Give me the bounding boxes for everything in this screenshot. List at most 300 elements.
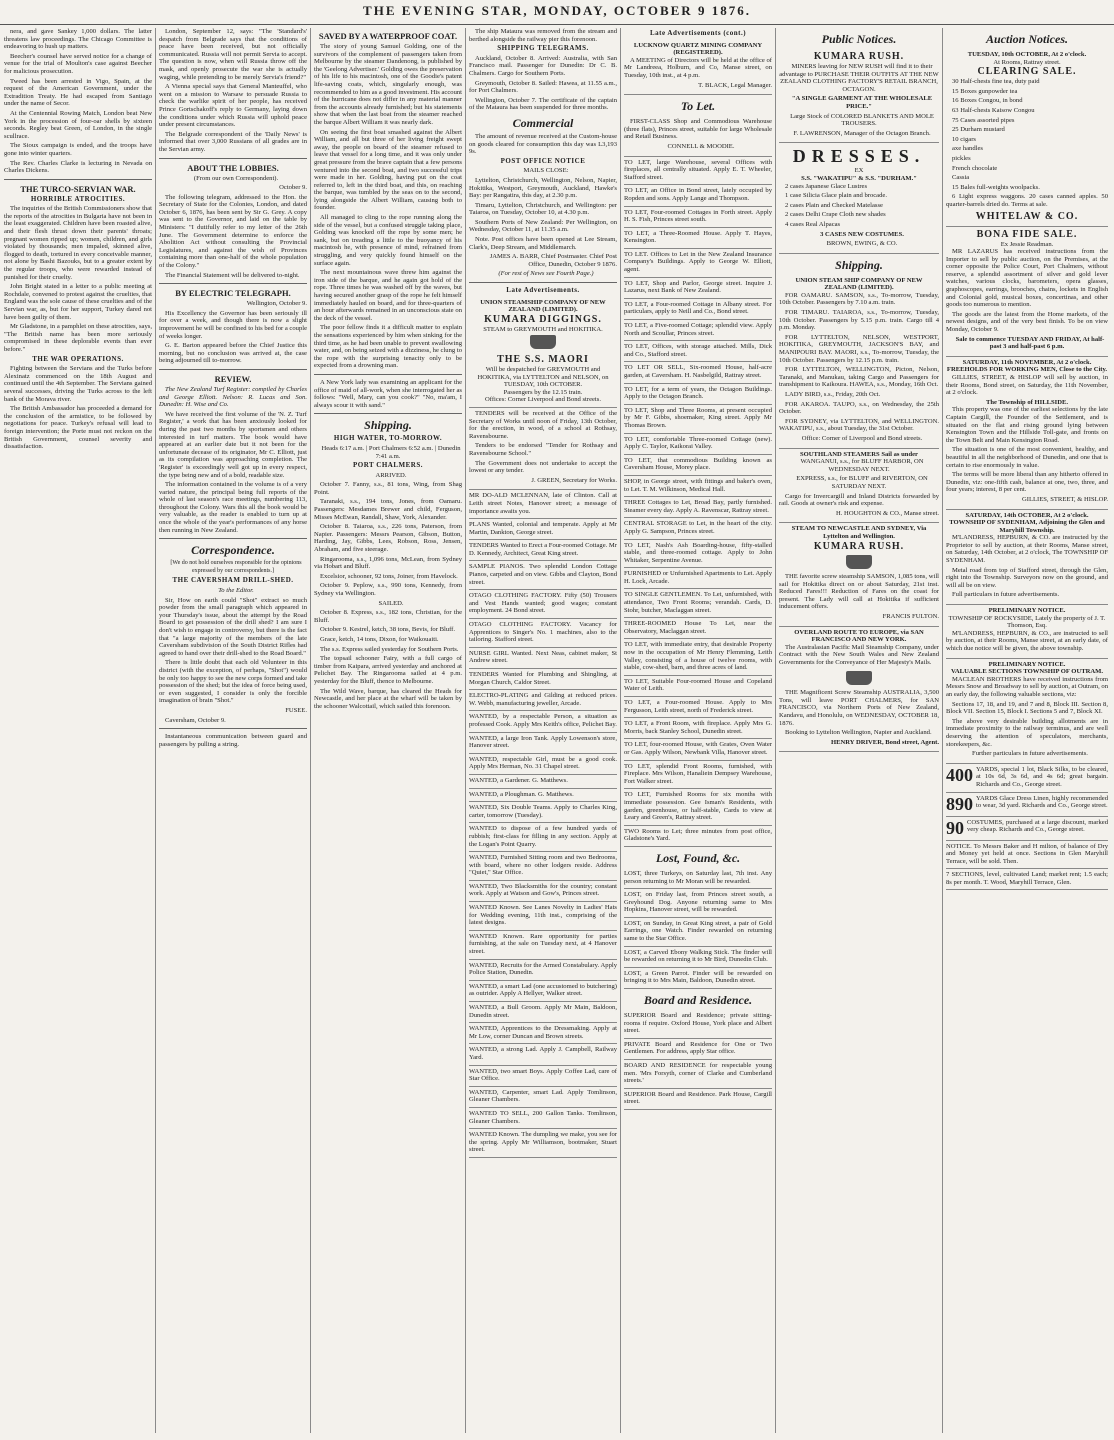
advertisement: TO LET, Four-roomed Cottages in Forth street. Apply H. S. Fish, Princes street south.: [624, 207, 772, 228]
advertisement: WANTED, by a respectable Person, a situation as professed Cook. Apply Mrs Keith's office, Pelichet Bay.: [469, 711, 617, 732]
section-title: Public Notices.: [821, 32, 897, 46]
ad-text: Sections 17, 18, and 19, and 7 and 8, Block III. Section 8, Block VII. Section 15, Block I. Sections 5 and 7, Block XI.: [946, 700, 1108, 716]
divider: [314, 413, 462, 414]
divider: [4, 179, 152, 180]
advertisement: [779, 627, 939, 753]
advertisement: WANTED, a Gardener. G. Matthews.: [469, 775, 617, 789]
ad-slogan: "A SINGLE GARMENT AT THE WHOLESALE PRICE.": [791, 95, 933, 110]
article-text: The topsail schooner Fairy, with a full cargo of timber from Kaipara, arrived yesterday and anchored at Pelichet Bay. The Ringarooma sailed at 4 p.m. yesterday for the Bluff, thence to Melbourne.: [314, 655, 462, 685]
section-title: Auction Notices.: [985, 32, 1068, 46]
advertisement: SHOP, in George street, with fittings and baker's oven, to Let. T. M. Wilkinson, Medical Hall.: [624, 476, 772, 497]
advertisement: TO LET, a Front Room, with fireplace. Apply Mrs G. Morris, back Stanley School, Dunedin street.: [624, 718, 772, 739]
advertisement: WANTED, Recruits for the Armed Constabulary. Apply Police Station, Dunedin.: [469, 960, 617, 981]
ad-subtitle: STEAM to GREYMOUTH and HOKITIKA.: [483, 325, 603, 333]
shipping-entry: Excelsior, schooner, 92 tons, Joiner, from Havelock.: [320, 572, 458, 580]
ad-text: FOR LYTTELTON, NELSON, WESTPORT, HOKITIKA, GREYMOUTH, JACKSON'S BAY, and MANIPOURI BAY. MAORI, s.s., To-morrow, Tuesday, the 10th October. Passengers by 12.15 p.m. train.: [779, 333, 939, 364]
list-item: 75 Cases assorted pipes: [952, 116, 1015, 124]
article-text: All managed to cling to the rope running along the side of the vessel, but a confused struggle taking place, Golding was knocked off the rope by some men; he sank, but on treading a little to the buoyancy of his macintosh he, with presence of mind, refrained from struggling, and very quickly found himself on the surface again.: [314, 214, 462, 267]
subheadline: POST OFFICE NOTICE: [500, 156, 586, 165]
tide-table: Heads 6:17 a.m. | Port Chalmers 6:52 a.m. | Dunedin 7:41 a.m.: [321, 444, 461, 460]
signature: H. HOUGHTON & CO., Manse street.: [836, 509, 939, 517]
ad-text: The above very desirable building allotments are in immediate proximity to the railway terminus, and are well deserving the attention of speculators, merchants, storekeepers, &c.: [946, 717, 1108, 748]
ad-title: KUMARA RUSH.: [813, 540, 905, 552]
article-text: nera, and gave Sankey 1,000 dollars. The latter threatens law proceedings. The Chicago Committee is endeavoring to hush up matters.: [4, 28, 152, 51]
signature: J. GREEN, Secretary for Works.: [531, 476, 617, 484]
advertisement: [469, 408, 617, 490]
shipping-entry: October 9. Peplow, s.s., 990 tons, Kennedy, from Sydney via Wellington.: [314, 582, 462, 597]
headline: THE TURCO-SERVIAN WAR.: [20, 183, 136, 194]
signature: CONNELL & MOODIE.: [667, 142, 735, 150]
section-title: Lost, Found, &c.: [655, 850, 741, 865]
article-text: Beecher's counsel have served notice for a change of venue for the trial of Moulton's case against Beecher for malicious prosecution.: [4, 52, 152, 75]
advertisement: TO LET, Offices, with storage attached. Mills, Dick and Co., Stafford street.: [624, 341, 772, 362]
subheadline: THE WAR OPERATIONS.: [32, 354, 124, 363]
shipping-entry: October 9. Kestrel, ketch, 38 tons, Bevis, for Bluff.: [320, 626, 456, 634]
headline: SAVED BY A WATERPROOF COAT.: [318, 31, 458, 41]
ad-heading: UNION STEAMSHIP COMPANY OF NEW ZEALAND (LIMITED).: [480, 298, 606, 314]
section-title: To Let.: [680, 99, 716, 114]
advertisement: [779, 49, 939, 143]
advertisement: [946, 659, 1108, 764]
advertisement: NURSE GIRL Wanted. Next Neas, cabinet maker, St Andrew street.: [469, 648, 617, 669]
advertisement: WANTED, respectable Girl, must be a good cook. Apply Mrs Herman, No. 31 Chapel street.: [469, 754, 617, 775]
list-item: pickles: [952, 154, 971, 162]
divider: [159, 728, 307, 729]
signature: FRANCIS FULTON.: [882, 613, 939, 621]
list-item: axe handles: [952, 145, 983, 153]
advertisement: [946, 817, 1108, 841]
list-item: French chocolate: [952, 164, 998, 172]
advertisement: TENDERS Wanted for Plumbing and Shingling, at Morgan Church, Caldor Street.: [469, 669, 617, 690]
advertisement: SUPERIOR Board and Residence; private sitting-rooms if require. Oxford House, York place and Albert street.: [624, 1010, 772, 1039]
dateline: Wellington, October 9.: [246, 300, 307, 308]
ad-text: This property was one of the earliest selections by the late Captain Cargill, the Founder of the Settlement, and is situated on the flat and rising ground lying between Kensington Town and the Hillside Toll-gate, and fronts on the Town Belt and Main Kensington Road.: [946, 406, 1108, 444]
salutation: To the Editor.: [218, 587, 254, 595]
column-4: [469, 28, 617, 1433]
article-text: We have received the first volume of the 'N. Z. Turf Register,' a work that has been anxiously looked for during the past two months by sportsmen and others interested in turf matters. The book would have appeared at an earlier date but it not been for the unfortunate decease of its originator, Mr C. Elliott, just as its compilation was approaching completion. The 'Register' is exceedingly well got up in every respect, the type being new and of a bold, readable size.: [159, 410, 307, 479]
advertisement: TO LET, an Office in Bond street, lately occupied by Ropden and sons. Apply Lange and Thompson.: [624, 185, 772, 206]
ad-text: Offices: Corner Liverpool and Bond streets.: [485, 396, 601, 404]
ad-text: The Government does not undertake to accept the lowest or any tender.: [469, 459, 617, 475]
subheadline: THE CAVERSHAM DRILL-SHED.: [172, 576, 294, 585]
review-title: The New Zealand Turf Register: compiled by Charles and George Elliott. Nelson: R. Lucas and Son. Dunedin: H. Wise and Co.: [159, 385, 307, 409]
telegram: Auckland, October 8. Arrived: Australia, with San Francisco mail. Passenger for Dunedin: Dr C. B. Chalmers. Cargo for Southern Ports.: [469, 54, 617, 77]
ad-text: GILLIES, STREET, & HISLOP will sell by auction, in their Rooms, Bond street, on Saturday, the 11th November, at 2 o'clock.: [946, 374, 1108, 397]
article-text: His Excellency the Governor has been seriously ill for over a week, and though there is now a slight improvement he will be confined to his bed for a couple of weeks longer.: [159, 309, 307, 340]
advertisement: WANTED, a Bull Groom. Apply Mr Main, Baldoon, Dunedin street.: [469, 1002, 617, 1023]
divider: [159, 283, 307, 284]
section-title: Board and Residence.: [643, 993, 753, 1008]
article-text: The next mountainous wave threw him against the iron side of the barque, and he again got hold of the rope. Three times he was washed off by the waves, but having secured another grasp of the rope he felt himself immediately hauled on board, and for three-quarters of an hour afterwards remained in an unconscious state on the deck of the vessel.: [314, 269, 462, 322]
ad-text: Further particulars in future advertisements.: [972, 750, 1088, 758]
column-6: [779, 28, 939, 1433]
ad-heading: The Township of HILLSIDE.: [985, 398, 1069, 406]
masthead: THE EVENING STAR, MONDAY, OCTOBER 9 1876.: [0, 0, 1114, 25]
mail-entry: Lyttelton, Christchurch, Wellington, Nelson, Napier, Hokitika, Westport, Greymouth, Auckland, Hawke's Bay: per Rangatira, this day, at 2.30 p.m.: [469, 176, 617, 200]
telegram: Wellington, October 7. The certificate of the captain of the Mataura has been suspended for three months.: [469, 96, 617, 112]
list-item: 15 Boxes gunpowder tea: [952, 87, 1018, 95]
ad-text: The goods are the latest from the Home markets, of the newest designs, and of the very best finish. To be on view Monday, October 9.: [946, 310, 1108, 334]
advertisement: WANTED, a Ploughman. G. Matthews.: [469, 789, 617, 803]
advertisement: TO LET, comfortable Three-roomed Cottage (new). Apply C. Taylor, Kaikorai Valley.: [624, 434, 772, 455]
section-title: Shipping.: [835, 257, 883, 272]
article-text: Sir, How on earth could "Shot" extract so much powder from the small paragraph which appeared in your Thursday's issue, about the attempt by the Road Board to get possession of the drill shed? I am sure I don't wish to engage in controversy, but there is the fact that "a large majority of the members of the late Caversham subdivision of the South District Rifles had agreed to hand over their drill-shed to the Road Board.": [159, 596, 307, 657]
advertisement: [779, 275, 939, 449]
ad-text: M'LANDRESS, HEPBURN, & CO. are instructed by the Proprietor to sell by auction, at their Rooms, Manse street, on Saturday, 14th October, at 2 o'clock, The TOWNSHIP OF SYDENHAM.: [946, 534, 1108, 565]
advertisement: TENDERS Wanted to Erect a Four-roomed Cottage. Mr D. Kennedy, Architect, Great King street.: [469, 540, 617, 561]
advertisement: TO LET, Suitable Four-roomed House and Copeland Water of Leith.: [624, 676, 772, 697]
article-text: The Financial Statement will be delivered to-night.: [165, 271, 300, 279]
article-text: A Vienna special says that General Manteuffel, who went on a mission to Warsaw to persuade Russia to check the warlike spirit of her people, has received Prince Gortschakoff's reply to Germany, laying down the conditions under which Russia will uphold peace under present circumstances.: [159, 83, 307, 129]
signature: F. LAWRENSON, Manager of the Octagon Branch.: [793, 129, 931, 137]
article-text: Fighting between the Servians and the Turks before Alexinatz commenced on the 18th August and continued until the 4th September. The Servians gained several successes, driving the Turks across to the left bank of the Morava river.: [4, 365, 152, 403]
advertisement: WANTED, two smart Boys. Apply Coffee Lad, care of Star Office.: [469, 1066, 617, 1087]
shipping-entry: Grace, ketch, 14 tons, Dixon, for Waikouaiti.: [320, 635, 439, 643]
advertisement: WANTED, a smart Lad (one accustomed to butchering) as outrider. Apply A Hellyer, Walker street.: [469, 981, 617, 1002]
ad-heading: STEAM TO NEWCASTLE AND SYDNEY, Via Lyttelton and Wellington.: [791, 525, 927, 540]
advertisement: WANTED to dispose of a few hundred yards of rubbish; first-class for filling in any section. Apply at the Logan's Point Quarry.: [469, 823, 617, 852]
ad-title: KUMARA DIGGINGS.: [484, 313, 602, 325]
article-text: The amount of revenue received at the Custom-house on goods cleared for consumption this day was L3,193 9s.: [469, 132, 617, 156]
ship-name: THE S.S. MAORI: [497, 354, 589, 365]
steamship-icon: [846, 555, 872, 569]
ad-text: FOR TIMARU. TAIAROA, s.s., To-morrow, Tuesday, 10th October. Passengers by 5.15 p.m. train. Cargo till 4 p.m. Monday.: [779, 309, 939, 332]
ad-title: KUMARA RUSH.: [813, 51, 905, 62]
advertisement: NOTICE. To Messrs Baker and H milton, of balance of Dry and Money yet held at once. Sections in Glen Maryhill Terrace, will be sold. Then.: [946, 841, 1108, 870]
headline: REVIEW.: [214, 373, 252, 384]
advertisement: TO LET, Nash's Ash Boarding-house, fifty-stalled stable, and three-roomed cottage. Apply to John Whitaker, Serpentine Avenue.: [624, 540, 772, 569]
list-item: 16 Boxes Congou, in bond: [952, 97, 1023, 105]
advertisement: [946, 605, 1108, 659]
advertisement: [469, 297, 617, 408]
divider: [159, 538, 307, 539]
article-text: The Wild Wave, barque, has cleared the Heads for Newcastle, and her place at the wharf will be taken by the schooner Walcottail, which sailed this forenoon.: [314, 687, 462, 710]
advertisement: WANTED Known. See Lanes Novelty in Ladies' Hats for Wedding evening, 11th inst., comprising of the latest designs.: [469, 902, 617, 931]
ad-text: YARDS Glace Dress Linen, highly recommended to wear, 3d yard. Richards and Co., George street.: [976, 794, 1108, 810]
list-item: 10 cigars: [952, 135, 976, 143]
advertisement: [624, 116, 772, 156]
advertisement: SUPERIOR Board and Residence. Park House, Cargill street.: [624, 1089, 772, 1110]
article-text: G. E. Barton appeared before the Chief Justice this morning, but no conclusion was arrived at, the case being adjourned till to-morrow.: [159, 342, 307, 365]
article-text: London, September 12, says: "The 'Standard's' despatch from Belgrade says that the conditions of peace have been received, but not officially communicated. Russia will not permit Servia to accept. The question is now, when will Russia throw off the mask, and openly prosecute the war she is actually waging, while pretending to be merely Servia's friend?": [159, 28, 307, 81]
article-text: John Bright stated in a letter to a public meeting at Rochdale, convened to protest against the cruelties, that England was the sole cause of these cruelties and of the Servian war, as, but for her support, Turkey dared not have been guilty of them.: [4, 283, 152, 321]
advertisement: [946, 793, 1108, 817]
advertisement: [946, 227, 1108, 357]
section-title: Correspondence.: [191, 543, 275, 558]
article-text: The ship Mataura was removed from the stream and berthed alongside the railway pier this forenoon.: [469, 28, 617, 43]
column-5: [624, 28, 772, 1433]
advertisement: [779, 143, 939, 253]
ad-heading: LUCKNOW QUARTZ MINING COMPANY (REGISTERED).: [633, 41, 763, 57]
advertisement: LOST, on Friday last, from Princes street south, a Greyhound Dog. Anyone returning same to Mrs Hopkins, Hanover street, will be rewarded.: [624, 889, 772, 918]
signature: T. BLACK, Legal Manager.: [698, 81, 772, 89]
advertisement: LOST, three Turkeys, on Saturday last, 7th inst. Any person returning to Mr Moran will be rewarded.: [624, 868, 772, 889]
signature: GILLIES, STREET, & HISLOP.: [1022, 495, 1108, 503]
ad-text: EXPRESS, s.s., for BLUFF and RIVERTON, ON SATURDAY NEXT.: [796, 475, 928, 490]
dateline: October 9.: [279, 184, 307, 192]
list-item: 30 Half-chests fine tea, duty paid: [952, 78, 1040, 86]
advertisement: TO LET, that commodious Building known as Caversham House, Morey place.: [624, 455, 772, 476]
advertisement: [779, 523, 939, 626]
advertisement: THREE-ROOMED House To Let, near the Observatory, Maclaggan street.: [624, 618, 772, 639]
signature: WHITELAW & CO.: [975, 210, 1079, 222]
ad-text: S.S. "WAKATIPU" & S.S. "DURHAM.": [801, 174, 917, 182]
shipping-entry: Ringarooma, s.s., 1,096 tons, McLean, from Sydney via Hobart and Bluff.: [314, 555, 462, 571]
ad-text: Booking to Lyttelton Wellington, Napier and Auckland.: [785, 729, 932, 737]
advertisement: [946, 764, 1108, 793]
advertisement: WANTED, Six Double Teams. Apply to Charles King, carter, tomorrow (Tuesday).: [469, 802, 617, 823]
column-rule: [465, 28, 466, 1433]
advertisement: BOARD AND RESIDENCE for respectable young men. 'Mrs Forsyth, corner of Clarke and Cumberland streets.': [624, 1060, 772, 1089]
subheadline: Late Advertisements (cont.): [649, 29, 747, 37]
ad-text: THE favorite screw steamship SAMSON, 1,085 tons, will sail for Hokitika direct on or about Saturday, 21st inst. Reduced Fares!!! Reduction of Fares on the coast for present. The Lady will call at Hokitika if sufficient inducement offers.: [779, 573, 939, 611]
subheadline: HORRIBLE ATROCITIES.: [30, 194, 126, 203]
ad-heading: OVERLAND ROUTE TO EUROPE, via SAN FRANCISCO AND NEW YORK.: [794, 628, 924, 644]
advertisement: WANTED, a strong Lad. Apply J. Campbell, Railway Yard.: [469, 1044, 617, 1065]
article-text: The Sioux campaign is ended, and the troops have gone into winter quarters.: [4, 142, 152, 157]
list-item: 1 case Silicia Glace plain and brocade.: [785, 192, 887, 200]
advertisement: LOST, on Sunday, in Great King street, a pair of Gold Earrings, one Watch. Finder rewarded on returning same to the Star Office.: [624, 918, 772, 947]
advertisement: SAMPLE PIANOS. Two splendid London Cottage Pianos, carpeted and on view. Gibbs and Clayton, Bond street.: [469, 561, 617, 590]
advertisement: ELECTRO-PLATING and Gilding at reduced prices. W. Webb, manufacturing jeweller, Arcade.: [469, 690, 617, 711]
section-title: Commercial: [512, 115, 574, 130]
ad-text: WANGANUI, s.s., for BLUFF HARBOR, ON WEDNESDAY NEXT.: [800, 458, 924, 473]
advertisement: TO LET, with immediate entry, that desirable Property now in the occupation of Mr Henry Flemming, Leith Valley, consisting of a house of twelve rooms, with stable, cow-shed, barn, and three acres of land.: [624, 639, 772, 675]
ad-heading: TOWNSHIP OF ROCKYSIDE, Lately the property of J. T. Thomson, Esq.: [948, 614, 1106, 630]
advertisement: WANTED, Furnished Sitting room and two Bedrooms, with board, where no other lodgers reside. Address "Quiet," Star Office.: [469, 852, 617, 881]
advertisement: TO LET, a Five-roomed Cottage; splendid view. Apply North and Scoullar, Princes street.: [624, 320, 772, 341]
advertisement: WANTED, a large Iron Tank. Apply Lowenson's store, Hanover street.: [469, 733, 617, 754]
editor-note: (For rest of News see Fourth Page.): [498, 270, 594, 278]
advertisement: TO LET, Shop and Parlor, George street. Inquire J. Lazarus, next Bank of New Zealand.: [624, 278, 772, 299]
ad-text: Office: Corner of Liverpool and Bond streets.: [801, 434, 923, 442]
ad-text: A MEETING of Directors will be held at the office of Mr Landreea, Holburn, and Co, Manse street, on Tuesday, 10th inst., at 4 p.m.: [624, 56, 772, 79]
ad-date: SATURDAY, 11th NOVEMBER, At 2 o'clock.: [962, 358, 1092, 366]
column-1: [4, 28, 152, 1433]
shipping-entry: Taranaki, s.s., 194 tons, Jones, from Oamaru. Passengers: Mesdames Brewer and child, Ferguson, Misses McEwan, Randall, Shaw, York, Alexander.: [314, 498, 462, 521]
article-text: The Belgrade correspondent of the 'Daily News' is informed that over 3,000 Russians of all grades are in the Servian army.: [159, 130, 307, 153]
list-item: 2 cases Plain and Checked Matelasse: [785, 201, 883, 209]
ad-text: The situation is one of the most convenient, healthy, and beautiful in all the neighborhood of Dunedin, and one that is certain to rise enormously in value.: [946, 446, 1108, 469]
article-text: The poor fellow finds it a difficult matter to explain the sensations experienced by him when sinking for the third time, as he had been unable to prevent swallowing water, and, on being seized with a dizziness, he clung to the rope with the surprising tenacity only to be expected from a drowning man.: [314, 324, 462, 370]
advertisement: [946, 510, 1108, 606]
label: ARRIVED.: [375, 471, 407, 479]
advertisement: TO LET, splendid Front Rooms, furnished, with Fireplace. Mrs Wilson, Hanaliein Dempsey Warehouse, Fort Walker street.: [624, 761, 772, 790]
article-text: A New York lady was examining an applicant for the office of maid of all-work, when she interrogated her as follows: "Well, Mary, can you cook?" "No, ma'am, I always scour it with sand.": [314, 378, 462, 409]
advertisement: WANTED TO SELL, 200 Gallon Tanks. Tomlinson, Gleaner Chambers.: [469, 1108, 617, 1129]
article-text: The inquiries of the British Commissioners show that the reports of the atrocities in Bulgaria have not been in the least exaggerated. Children have been roasted alive, and their flesh thrust down their parents' throats; pregnant women ripped up; women, children, and girls violated by thousands; men impaled, skinned alive, flogged to death, tortured in every conceivable manner, not alone by Bashi Bazouks, but to a greater extent by the regular troops, who were rewarded instead of punished for their cruelty.: [4, 205, 152, 281]
signature: JAMES A. BARR, Chief Postmaster. Chief Post Office, Dunedin, October 9 1876.: [489, 253, 617, 268]
ad-text: Passengers by the 12.15 train.: [503, 388, 583, 396]
advertisement: TO LET, a Three-Roomed House. Apply T. Hayes, Kensington.: [624, 228, 772, 249]
list-item: 63 Half-chests Kaisow Congou: [952, 106, 1035, 114]
advertisement: 7 SECTIONS, level, cultivated Land; market rent; 1.5 each; 8s per month. T. Wood, Maryhill Terrace, Glen.: [946, 869, 1108, 890]
ad-text: The terms will be more liberal than any hitherto offered in Dunedin, viz: one-fifth cash, balance at one, two, three, and four years; interest, 8 per cent.: [946, 471, 1108, 494]
ad-text: FOR SYDNEY, via LYTTELTON, and WELLINGTON. WAKATIPU, s.s., about Tuesday, the 31st October.: [779, 417, 939, 433]
signature: BROWN, EWING, & CO.: [826, 240, 898, 248]
ad-text: Sale to commence TUESDAY AND FRIDAY, At half-past 3 and half-past 6 p.m.: [955, 335, 1105, 351]
ad-number: 890: [946, 793, 973, 814]
article-text: At the Centennial Rowing Match, London beat New York in the procession of four-oar shells by sixteen seconds. Regley beat Green, of London, in the single scullrace.: [4, 109, 152, 140]
advertisement: PLANS Wanted, colonial and temperate. Apply at Mr Martin, Dankton, George street.: [469, 519, 617, 540]
ad-heading: FREEHOLDS FOR WORKING MEN, Close to the City.: [946, 366, 1108, 374]
advertisement: WANTED, Two Blacksmiths for the country; constant work. Apply at Watson and Gow's, Princes street.: [469, 881, 617, 902]
editor-note: [We do not hold ourselves responsible for the opinions expressed by our correspondents.]: [170, 560, 302, 574]
ad-number: 90: [946, 817, 964, 838]
column-7: [946, 28, 1108, 1433]
advertisement: [624, 40, 772, 96]
headline: BY ELECTRIC TELEGRAPH.: [175, 288, 291, 299]
list-item: 15 Bales full-weights woolpacks.: [952, 183, 1040, 191]
advertisement: OTAGO CLOTHING FACTORY. Vacancy for Apprentices to Singer's No. 1 machines, also to the tailoring. Stafford street.: [469, 619, 617, 648]
list-item: 25 Durham mustard: [952, 126, 1005, 134]
article-text: The following telegram, addressed to the Hon. the Secretary of State for the Colonies, London, and dated October 6, 1876, has been sent by Sir G. Grey. A copy was sent to the Governor, and laid on the table by Ministers: "I dutifully refer to my letter of the 26th June. The Government determine to enforce the Abolition Act without consulting the Provincial Legislatures, and against the wish of Provinces containing more than one-half of the whole population of the Colony.": [159, 193, 307, 270]
ad-text: MINERS leaving for NEW RUSH will find it to their advantage to PURCHASE THEIR OUTFITS AT THE NEW ZEALAND CLOTHING FACTORY'S RETAIL BRANCH, OCTAGON.: [779, 63, 939, 93]
byline: (From our own Correspondent).: [193, 174, 279, 182]
advertisement: TO LET. Offices to Let in the New Zealand Insurance Company's Buildings. Apply to George W. Elliott, agent.: [624, 249, 772, 278]
column-3: [314, 28, 462, 1433]
ad-text: 6 Light express waggons. 20 cases canned apples. 50 quarter-barrels dried do. Terms at sale.: [946, 193, 1108, 208]
shipping-entry: October 8. Express, s.s., 182 tons, Christian, for the Bluff.: [314, 609, 462, 624]
article-text: There is little doubt that each old Volunteer in this district (with the exception, of perhaps, "Shot") would be only too happy to see the new corps formed and take possession of the shed; but the idea of force being used, or even suggested, I consider is only the forcible imagination of brain "Shot.": [159, 659, 307, 705]
subheadline: SHIPPING TELEGRAMS.: [497, 44, 589, 53]
advertisement: TWO Rooms to Let; three minutes from post office, Gladstone's Yard.: [624, 826, 772, 847]
advertisement: [946, 357, 1108, 510]
mail-entry: Timaru, Lyttelton, Christchurch, and Wellington: per Taiaroa, on Tuesday, October 10, at 4.30 p.m.: [469, 201, 617, 217]
ad-text: YARDS, special 1 lot, Black Silks, to be cleared, at 10s 6d, 3s 6d, and 4s 6d; great bargain. Richards and Co., George street.: [976, 765, 1108, 788]
ad-text: Tenders to be endorsed "Tender for Rothsay and Ravensbourne School.": [469, 442, 617, 457]
label: MAILS CLOSE:: [523, 167, 569, 175]
list-item: Cassia: [952, 174, 970, 182]
ad-number: 400: [946, 764, 973, 785]
ad-text: FOR AKAROA. TAUPO, s.s., on Wednesday, the 25th October.: [779, 400, 939, 416]
list-item: 4 cases Real Alpacas: [785, 220, 841, 228]
subheadline: HIGH WATER, TO-MORROW.: [333, 434, 443, 443]
column-rule: [155, 28, 156, 1433]
column-rule: [310, 28, 311, 1433]
steamship-icon: [530, 335, 556, 349]
ad-text: LADY BIRD, s.s., Friday, 20th Oct.: [785, 391, 881, 398]
divider: [159, 369, 307, 370]
advertisement: TO LET, a Four-roomed House. Apply to Mrs Fergusson, Leith street, north of Frederick street.: [624, 697, 772, 718]
ad-text: FOR LYTTELTON, WELLINGTON, Picton, Nelson, Taranaki, and Manukau, taking Cargo and Passengers for transhipment to Kaikoura. HAWEA, s.s., Monday, 16th Oct.: [779, 366, 939, 389]
column-2: [159, 28, 307, 1433]
advertisement: TO SINGLE GENTLEMEN. To Let, unfurnished, with attendance, Two Front Rooms; verandah. Cards, D. Stohr, butcher, Maclaggan street.: [624, 589, 772, 618]
signature-place: Caversham, October 9.: [165, 716, 226, 724]
subheadline: PORT CHALMERS.: [352, 461, 424, 470]
advertisement: TO LET, Shop and Three Rooms, at present occupied by Mr F. Gibbs, shoemaker, King street. Apply Mr Thomas Brown.: [624, 405, 772, 434]
ad-text: TENDERS will be received at the Office of the Secretary of Works until noon of Friday, 13th October, for the erection, in wood, of a school at Rothsay, Ravensbourne.: [469, 409, 617, 440]
subheadline: Late Advertisements.: [506, 286, 580, 295]
advertisement: TO LET, Furnished Rooms for six months with immediate possession. Gee Isman's Residents, with garden, greenhouse, or half-stable, Cards to view at Leary and Green's, Rattray street.: [624, 789, 772, 825]
advertisement: LOST, a Carved Ebony Walking Stick. The finder will be rewarded on returning it to Mr Bird, Dunedin Club.: [624, 947, 772, 968]
signature: FUSEE.: [285, 706, 307, 714]
article-text: On seeing the first boat smashed against the Albert William, and all but three of her living freight swept away, the people on board of the steamer refused to leave that vessel for a long time, and it was only under great pressure from the brave captain that a few persons ventured into the second boat, and two successful trips were made in her. Golding, having put on the coat referred to, left in the third boat, and this, on reaching the barque, was tumbled by the seas on to the second, lying alongside the Albert William, causing both to founder.: [314, 128, 462, 212]
advertisement: TO LET, large Warehouse, several Offices with fireplaces, all centrally situated. Apply E. T. Wheeler, Stafford street.: [624, 157, 772, 186]
ad-text: THE Magnificent Screw Steamship AUSTRALIA, 3,500 Tons, will leave PORT CHALMERS, for SAN FRANCISCO, via Northern Ports of New Zealand, Kandavu, and Honolulu, on WEDNESDAY, OCTOBER 18, 1876.: [779, 689, 939, 727]
ad-text: FIRST-CLASS Shop and Commodious Warehouse (three flats), Princes street, suitable for large Wholesale and Retail Business.: [624, 118, 772, 141]
divider: [469, 282, 617, 283]
signature: HENRY DRIVER, Bond street, Agent.: [830, 738, 939, 746]
ad-text: COSTUMES, purchased at a large discount, marked very cheap. Richards and Co., George street.: [967, 818, 1108, 834]
shipping-entry: October 8. Taiaroa, s.s., 226 tons, Paterson, from Napier. Passengers: Messrs Pearson, Gibson, Button, Harding, Jay, Gibbs, Lees, Robson, Ross, Jensen, Abraham, and five steerage.: [314, 523, 462, 554]
mail-entry: Southern Ports of New Zealand: Per Wellington, on Wednesday, October 11, at 11.35 a.m.: [469, 218, 617, 234]
ad-heading: SOUTHLAND STEAMERS Sail as under: [800, 450, 918, 458]
headline: ABOUT THE LOBBIES.: [187, 162, 279, 173]
article-text: Tweed has been arrested in Vigo, Spain, at the request of the American Government, under the Extradition Treaty. He had escaped from Santiago under the name of Secor.: [4, 77, 152, 108]
ad-title: DRESSES.: [792, 146, 926, 167]
ad-text: At Rooms, Rattray street.: [993, 58, 1061, 66]
article-text: The Rev. Charles Clarke is lecturing in Nevada on Charles Dickens.: [4, 159, 152, 175]
ad-text: MR LAZARUS has received instructions from the Importer to sell by public auction, on the Premises, at the corner opposite the Police Court, Port Chalmers, without reserve, a splendid assortment of silver and gold lever watches, various clocks, barometers, opera glasses, graphoscopes, earrings, brooches, chains, lockets in English and Colonial gold, musical boxes, concertinas, and other goods too numerous to mention.: [946, 248, 1108, 309]
advertisement: WANTED, Carpenter, smart Lad. Apply Tomlinson, Gleaner Chambers.: [469, 1087, 617, 1108]
list-item: 3 CASES NEW COSTUMES.: [820, 230, 904, 238]
list-item: 2 cases Japanese Glace Lustres: [785, 182, 868, 190]
article-text: The story of young Samuel Golding, one of the survivors of the complement of passengers taken from Melbourne by the steamer Dandenong, is published by the 'Geelong Advertiser.' Golding owes the preservation of his life to his macintosh, one of the Goodie's patent life-saving coats, which, singularly enough, was recommended to him as a good investment. His account of the hurricane does not differ in any material manner from the accounts already furnished; but his statements show that when the last boat from the steamer reached the barque Albert William it was nearly dark.: [314, 43, 462, 126]
ad-text: EX: [854, 167, 864, 175]
advertisement: MR DO-ALD MCLENNAN, late of Clinton. Call at Leith street Notes, Hanover street; a message of importance awaits you.: [469, 490, 617, 519]
advertisement: TO LET OR SELL, Six-roomed House, half-acre garden, at Caversham. H. Nasbelgild, Rattray street.: [624, 362, 772, 383]
telegram: Greymouth, October 8. Sailed: Hawea, at 11.55 a.m., for Port Chalmers.: [469, 79, 617, 95]
article-text: Instantaneous communication between guard and passengers by pulling a string.: [159, 733, 307, 748]
ad-heading: UNION STEAM SHIP COMPANY OF NEW ZEALAND (LIMITED).: [795, 276, 923, 292]
ad-text: Large Stock of COLORED BLANKETS AND MOLE TROUSERS.: [790, 112, 934, 128]
ad-heading: PRELIMINARY NOTICE.: [988, 607, 1066, 615]
advertisement: [779, 449, 939, 524]
ad-text: Metal road from top of Stafford street, through the Glen, right into the Township. Surveyors now on the ground, and will all be on view.: [946, 566, 1108, 589]
advertisement: TO LET, for a term of years, the Octagon Buildings. Apply to the Octagon Branch.: [624, 384, 772, 405]
article-text: Mr Gladstone, in a pamphlet on these atrocities, says, "The British name has been more seriously compromised in these deplorable events than ever before.": [4, 323, 152, 353]
advertisement: TO LET, four-roomed House, with Grates, Oven Water or Gas. Apply Wilson, Newbank Villa, Hanover street.: [624, 739, 772, 760]
advertisement: PRIVATE Board and Residence for One or Two Gentlemen. For address, apply Star office.: [624, 1039, 772, 1060]
divider: [314, 374, 462, 375]
ad-text: Will be despatched for GREYMOUTH and HOKITIKA, via LYTTELTON and NELSON, on TUESDAY, 10th OCTOBER.: [477, 366, 609, 389]
ad-heading: VALUABLE SECTIONS TOWNSHIP OF OUTRAM.: [951, 668, 1103, 676]
ad-text: Full particulars in future advertisements.: [952, 591, 1060, 599]
ad-heading: TOWNSHIP OF SYDENHAM, Adjoining the Glen and Maryhill Township.: [949, 519, 1105, 534]
steamship-icon: [846, 671, 872, 685]
label: SAILED.: [378, 599, 404, 607]
advertisement: LOST, a Green Parrot. Finder will be rewarded on bringing it to Mrs Main, Baldoon, Dunedin street.: [624, 968, 772, 989]
list-item: 2 cases Delhi Crape Cloth new shades: [785, 211, 886, 219]
ad-text: Ex Jessie Readman.: [1000, 240, 1054, 248]
ad-text: M'LANDRESS, HEPBURN, & CO., are instructed to sell by auction, at their Rooms, Manse street, at an early date, of which due notice will be given, the above township.: [946, 629, 1108, 652]
divider: [159, 158, 307, 159]
ad-heading: PRELIMINARY NOTICE.: [988, 660, 1066, 668]
shipping-entry: October 7. Fanny, s.s., 81 tons, Wing, from Shag Point.: [314, 481, 462, 496]
advertisement: FURNISHED or Unfurnished Apartments to Let. Apply H. Lock, Arcade.: [624, 568, 772, 589]
advertisement: CENTRAL STORAGE to Let, in the heart of the city. Apply G. Sampson, Princes street.: [624, 518, 772, 539]
ad-text: FOR OAMARU. SAMSON, s.s., To-morrow, Tuesday, 10th October. Passengers by 7.10 a.m. train.: [779, 291, 939, 307]
ad-date: TUESDAY, 10th OCTOBER, At 2 o'clock.: [967, 51, 1087, 58]
article-text: The s.s. Express sailed yesterday for Southern Ports.: [320, 645, 459, 653]
advertisement: [946, 49, 1108, 227]
article-text: Note. Post offices have been opened at Lee Stream, Clark's, Deep Stream, and Middlemarch.: [469, 236, 617, 251]
advertisement: WANTED Known. Rare opportunity for parties furnishing, at the sale on Tuesday next, at 4 Hanover street.: [469, 931, 617, 960]
ad-title: CLEARING SALE.: [977, 66, 1077, 78]
advertisement: OTAGO CLOTHING FACTORY. Fifty (50) Trousers and Vest Hands wanted; good wages; constant employment. 24 Bond street.: [469, 590, 617, 619]
advertisement: TO LET, a Four-roomed Cottage in Albany street. For particulars, apply to Neill and Co., Bond street.: [624, 299, 772, 320]
article-text: The British Ambassador has proceeded a demand for the conclusion of the armistice, to be followed by negotiations for peace. Turkey's refusal will lead to foreign intervention; the Porte must not reckon on the British Government, counsel severity and dissatisfaction.: [4, 405, 152, 451]
advertisement: WANTED Known. The dumpling we make, you see for the spring. Apply Mr Williamson, bootmaker, Stuart street.: [469, 1129, 617, 1158]
column-rule: [620, 28, 621, 1433]
ad-text: The Australasian Pacific Mail Steamship Company, under Contract with the New South Wales and New Zealand Governments for the Conveyance of Her Majesty's Mails.: [779, 643, 939, 667]
ad-text: Cargo for Invercargill and Inland Districts forwarded by rail. Goods at owner's risk and expense.: [779, 492, 939, 508]
column-rule: [775, 28, 776, 1433]
section-title: Shipping.: [364, 418, 412, 433]
ad-title: BONA FIDE SALE.: [976, 228, 1078, 240]
ad-text: MACLEAN BROTHERS have received instructions from Messrs Snow and Broadway to sell by auction, at Outram, on an early day, the following valuable sections, viz:: [946, 675, 1108, 698]
